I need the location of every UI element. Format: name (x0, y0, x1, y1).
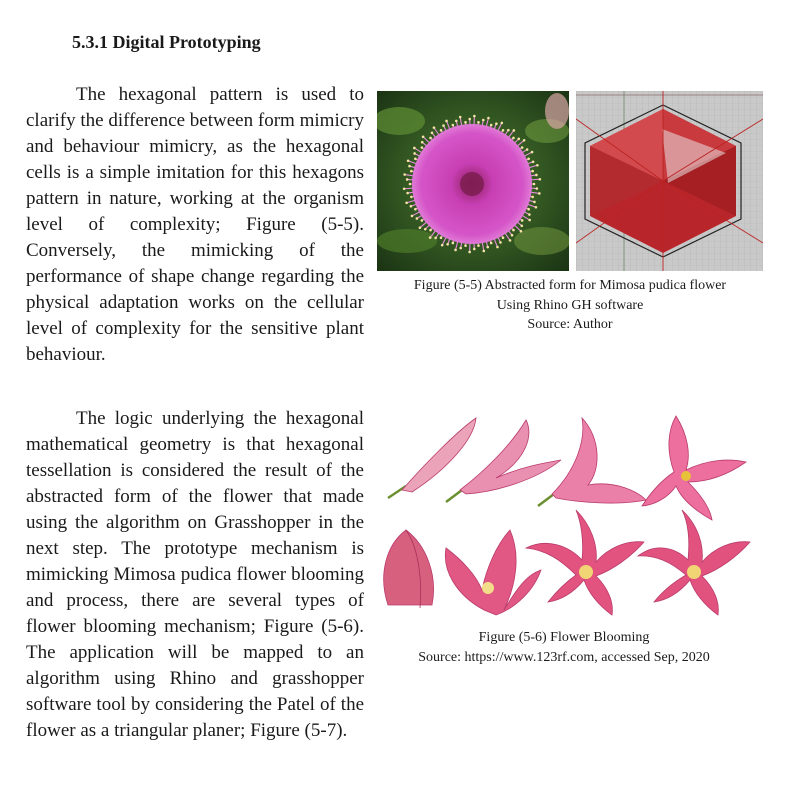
paragraph-text: The logic underlying the hexagonal mathematical geometry is that hexagonal tessellation is considered the result of the abstracted form of the flower that made using the algorithm on Grasshopper in the next step. The prototype mechanism is mimicking Mimosa pudica flower blooming and process, there are several types of flower blooming mechanism; Figure (5-6). The application will be mapped to an algorithm using Rhino and grasshopper software tool by considering the Patel of the flower as a triangular planer; Figure (5-7). (26, 408, 364, 741)
figure-5-5-caption (376, 276, 764, 335)
caption-line: Using Rhino GH software (496, 297, 644, 313)
flower-blooming-sequence (376, 410, 752, 620)
hexagon-abstraction-render (576, 91, 763, 271)
caption-line: Figure (5-6) Flower Blooming (478, 630, 650, 645)
mimosa-flower-photo (377, 91, 569, 271)
caption-line: Figure (5-5) Abstracted form for Mimosa pudica flower (413, 278, 727, 293)
caption-line: Source: Author (527, 317, 613, 332)
section-heading: 5.3.1 Digital Prototyping (72, 32, 261, 52)
paragraph-hexagonal-logic (26, 406, 364, 744)
caption-line: Source: https://www.123rf.com, accessed Sep, 2020 (418, 649, 710, 665)
paragraph-hexagonal-pattern (26, 82, 364, 368)
figure-5-6-caption (376, 628, 752, 667)
paragraph-text: The hexagonal pattern is used to clarify the difference between form mimicry and behaviour mimicry, as the hexagonal cells is a simple imitation for this hexagons pattern in nature, working at the organism level of complexity; Figure (5-5). Conversely, the mimicking of the performance of shape change regarding the physical adaptation works on the cellular level of complexity for the sensitive plant behaviour. (26, 84, 364, 365)
